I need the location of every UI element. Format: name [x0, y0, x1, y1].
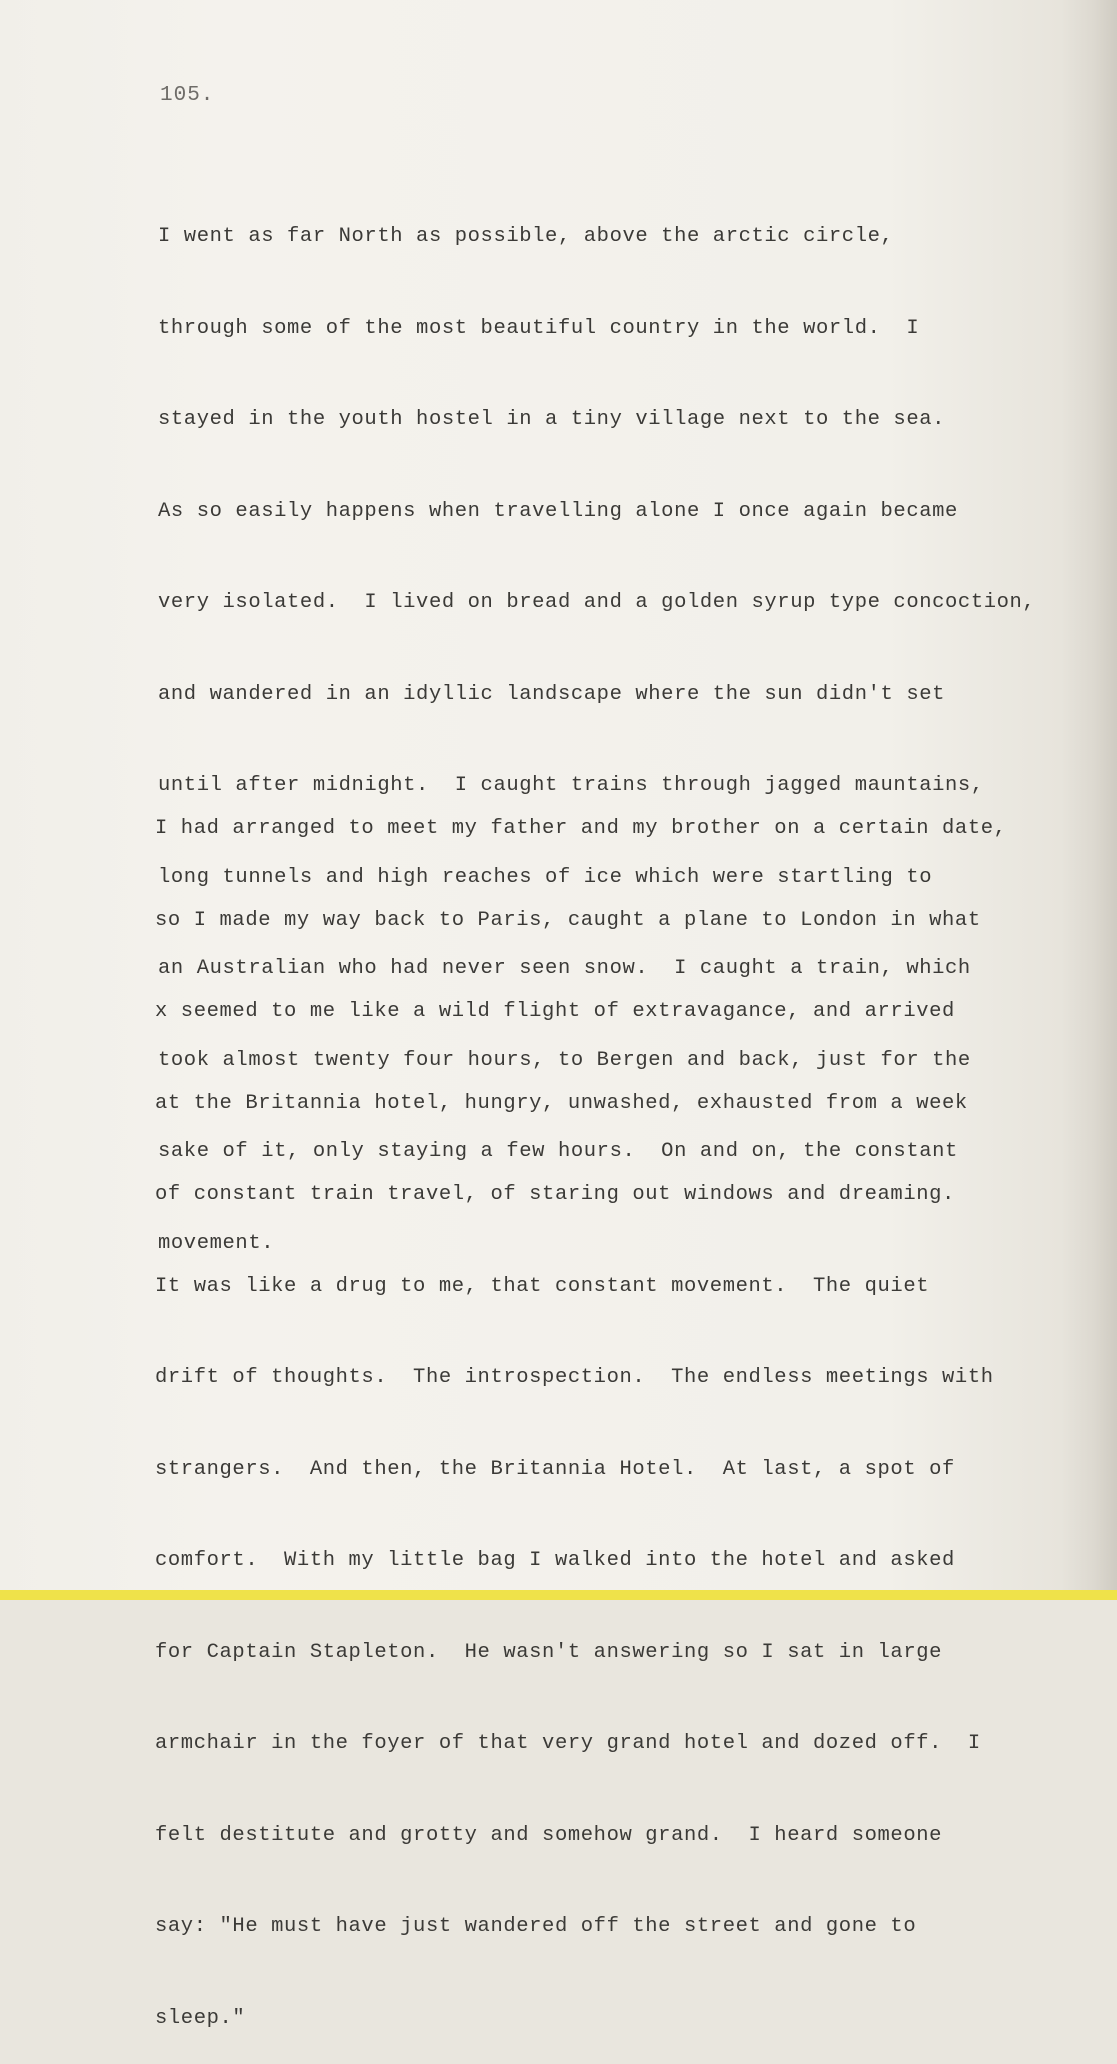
text-line: armchair in the foyer of that very grand hotel and dozed off. I — [155, 1732, 981, 1755]
text-line: until after midnight. I caught trains through jagged mauntains, — [158, 774, 984, 797]
text-line: took almost twenty four hours, to Bergen and back, just for the — [158, 1048, 971, 1072]
paragraph-2 — [155, 760, 1095, 2064]
text-line: strangers. And then, the Britannia Hotel. At last, a spot of — [155, 1457, 955, 1481]
text-line: at the Britannia hotel, hungry, unwashed, exhausted from a week — [155, 1091, 968, 1115]
text-line: so I made my way back to Paris, caught a plane to London in what — [155, 908, 981, 932]
text-line: very isolated. I lived on bread and a golden syrup type concoction, — [158, 591, 1036, 614]
page-edge-shadow — [1095, 0, 1117, 1590]
text-line: comfort. With my little bag I walked into the hotel and asked — [155, 1549, 955, 1572]
text-line: and wandered in an idyllic landscape where the sun didn't set — [158, 682, 946, 706]
text-line: say: "He must have just wandered off the street and gone to — [155, 1915, 917, 1938]
text-line: long tunnels and high reaches of ice which were startling to — [158, 865, 933, 889]
text-line: I went as far North as possible, above the arctic circle, — [158, 225, 894, 248]
text-line: of constant train travel, of staring out windows and dreaming. — [155, 1183, 955, 1206]
text-line: sleep." — [155, 2006, 246, 2030]
page-number: 105. — [160, 84, 215, 107]
text-line: felt destitute and grotty and somehow grand. I heard someone — [155, 1823, 943, 1847]
text-line: movement. — [158, 1231, 275, 1255]
text-line: drift of thoughts. The introspection. The endless meetings with — [155, 1366, 994, 1389]
text-line: through some of the most beautiful country in the world. I — [158, 316, 920, 340]
text-line: It was like a drug to me, that constant movement. The quiet — [155, 1274, 930, 1298]
text-line: As so easily happens when travelling alone I once again became — [158, 499, 958, 523]
text-line: I had arranged to meet my father and my brother on a certain date, — [155, 817, 1007, 840]
text-line: x seemed to me like a wild flight of extravagance, and arrived — [155, 1000, 955, 1023]
text-line: sake of it, only staying a few hours. On and on, the constant — [158, 1140, 958, 1163]
text-line: for Captain Stapleton. He wasn't answering so I sat in large — [155, 1640, 943, 1664]
text-line: an Australian who had never seen snow. I caught a train, which — [158, 957, 971, 980]
text-line: stayed in the youth hostel in a tiny village next to the sea. — [158, 408, 946, 431]
